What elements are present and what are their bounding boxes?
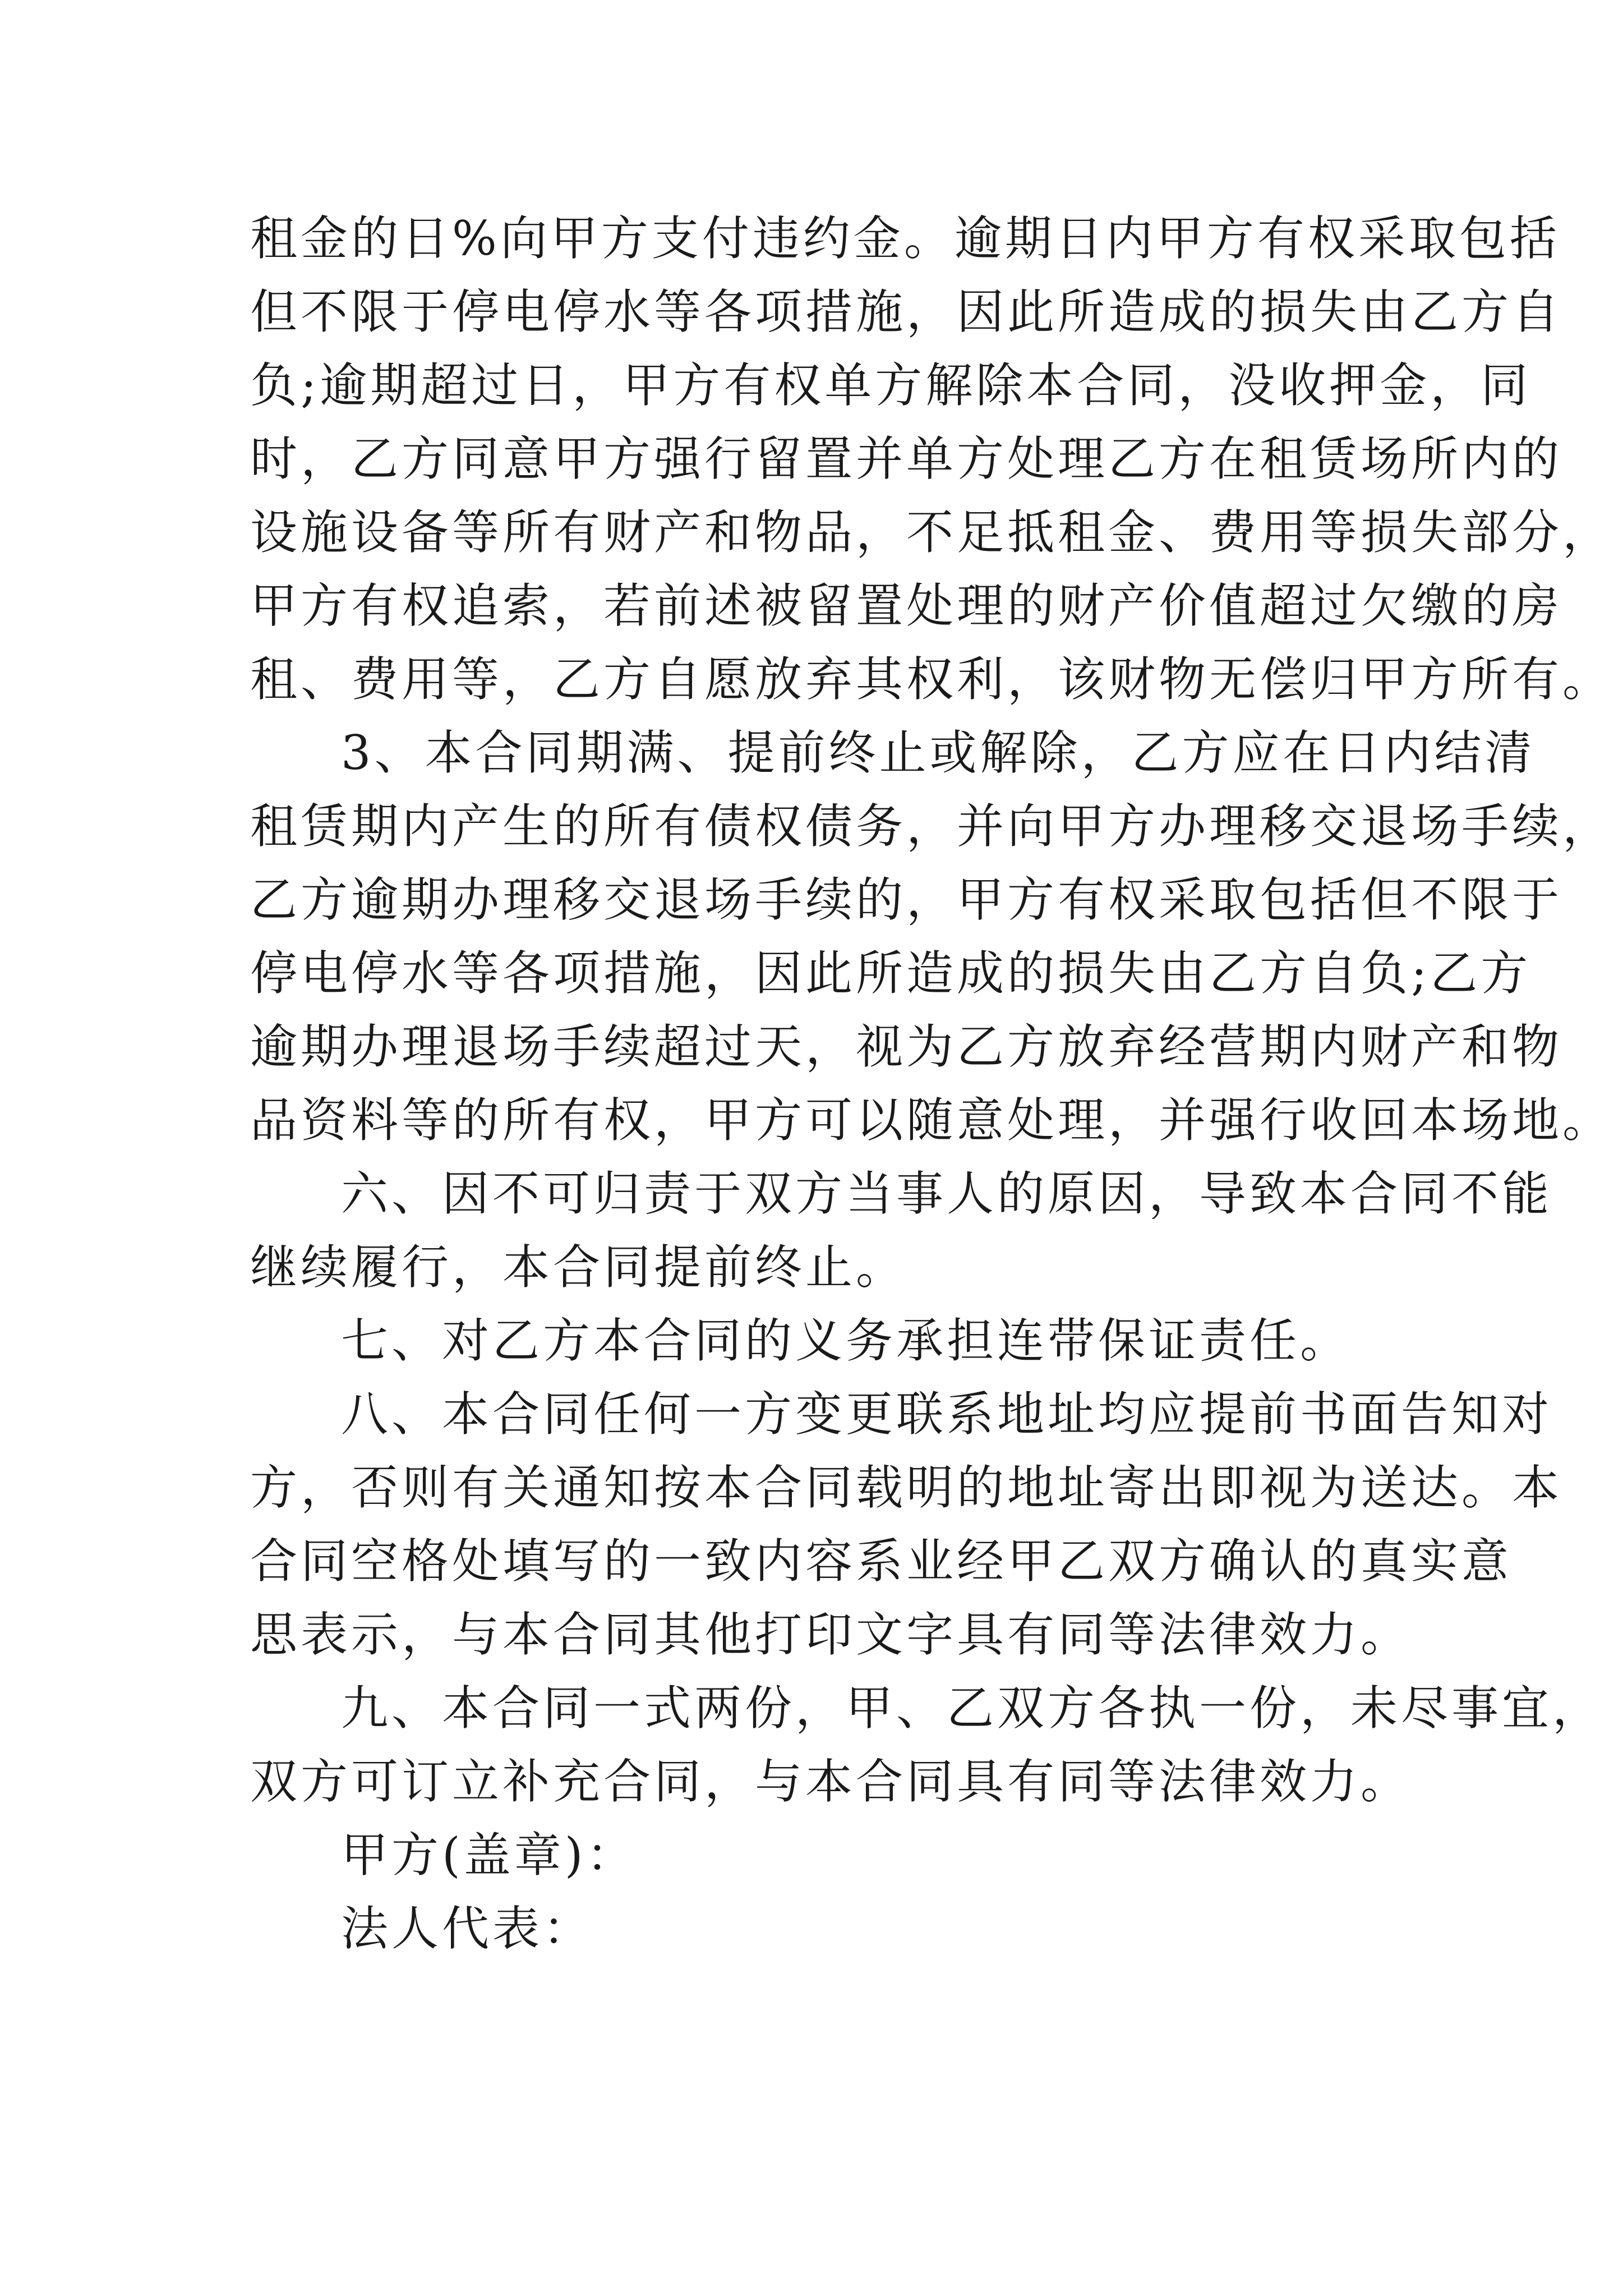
text-line: 思表示，与本合同其他打印文字具有同等法律效力。 <box>250 1607 1412 1662</box>
text-line: 继续履行，本合同提前终止。 <box>250 1240 907 1295</box>
text-line: 负;逾期超过日，甲方有权单方解除本合同，没收押金，同 <box>250 358 1532 413</box>
text-line: 六、因不可归责于双方当事人的原因，导致本合同不能 <box>341 1166 1553 1221</box>
text-line: 设施设备等所有财产和物品，不足抵租金、费用等损失部分， <box>250 505 1613 560</box>
text-line: 租金的日%向甲方支付违约金。逾期日内甲方有权采取包括 <box>250 211 1560 266</box>
text-line: 合同空格处填写的一致内容系业经甲乙双方确认的真实意 <box>250 1534 1513 1589</box>
text-line: 时，乙方同意甲方强行留置并单方处理乙方在租赁场所内的 <box>250 431 1563 486</box>
text-line: 品资料等的所有权，甲方可以随意处理，并强行收回本场地。 <box>250 1093 1613 1148</box>
text-line: 但不限于停电停水等各项措施，因此所造成的损失由乙方自 <box>250 284 1563 339</box>
text-line: 逾期办理退场手续超过天，视为乙方放弃经营期内财产和物 <box>250 1019 1563 1074</box>
text-line: 方，否则有关通知按本合同载明的地址寄出即视为送达。本 <box>250 1460 1563 1515</box>
text-line: 甲方有权追索，若前述被留置处理的财产价值超过欠缴的房 <box>250 578 1563 633</box>
text-line: 八、本合同任何一方变更联系地址均应提前书面告知对 <box>341 1387 1553 1442</box>
text-line: 租赁期内产生的所有债权债务，并向甲方办理移交退场手续， <box>250 799 1613 854</box>
text-line: 九、本合同一式两份，甲、乙双方各执一份，未尽事宜， <box>341 1681 1603 1736</box>
contract-text <box>250 202 1613 1966</box>
text-line: 停电停水等各项措施，因此所造成的损失由乙方自负;乙方 <box>250 946 1532 1001</box>
text-line: 法人代表： <box>341 1901 594 1956</box>
text-line: 乙方逾期办理移交退场手续的，甲方有权采取包括但不限于 <box>250 872 1563 927</box>
text-line: 双方可订立补充合同，与本合同具有同等法律效力。 <box>250 1754 1412 1809</box>
text-line: 甲方(盖章)： <box>341 1828 637 1883</box>
text-line: 租、费用等，乙方自愿放弃其权利，该财物无偿归甲方所有。 <box>250 652 1613 707</box>
text-line: 3、本合同期满、提前终止或解除，乙方应在日内结清 <box>341 725 1536 780</box>
text-line: 七、对乙方本合同的义务承担连带保证责任。 <box>341 1313 1351 1368</box>
